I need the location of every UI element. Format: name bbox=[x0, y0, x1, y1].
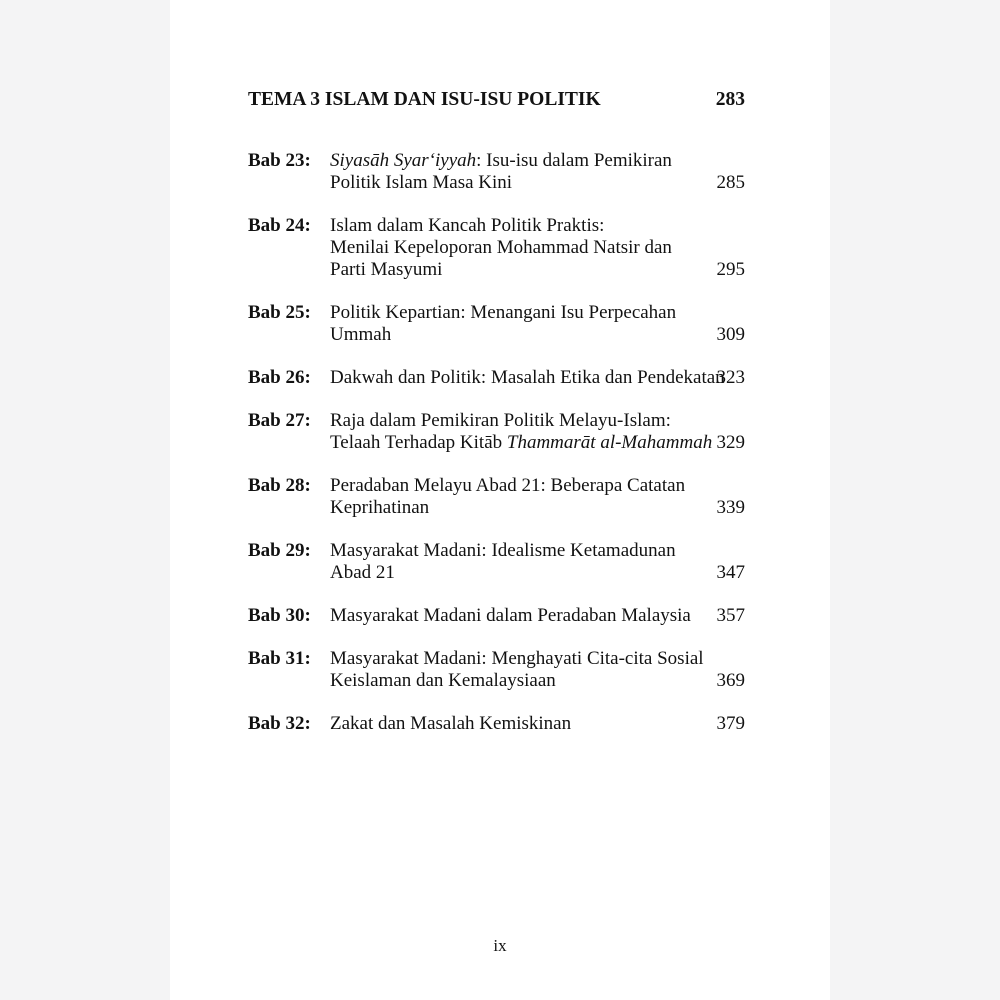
chapter-label: Bab 23: bbox=[248, 150, 311, 171]
folio-page-number: ix bbox=[493, 936, 507, 955]
chapter-label: Bab 31: bbox=[248, 648, 311, 669]
chapter-label: Bab 30: bbox=[248, 605, 311, 626]
toc-entry bbox=[248, 648, 745, 692]
chapter-title: Raja dalam Pemikiran Politik Melayu-Islam: Telaah Terhadap Kitāb Thammarāt al-Mahammah bbox=[330, 410, 713, 453]
chapter-label: Bab 25: bbox=[248, 302, 311, 323]
chapter-title: Politik Kepartian: Menangani Isu Perpecahan Ummah bbox=[330, 302, 677, 345]
toc-entry bbox=[248, 713, 745, 735]
toc-section-heading bbox=[248, 88, 745, 112]
toc-entry bbox=[248, 215, 745, 281]
toc-entries bbox=[248, 150, 745, 735]
chapter-title: Siyasāh Syar‘iyyah: Isu-isu dalam Pemikiran Politik Islam Masa Kini bbox=[330, 150, 672, 193]
toc-entry bbox=[248, 302, 745, 346]
chapter-label: Bab 27: bbox=[248, 410, 311, 431]
toc-content bbox=[248, 88, 745, 756]
chapter-page-number: 369 bbox=[716, 670, 745, 691]
book-page bbox=[170, 0, 830, 1000]
chapter-page-number: 379 bbox=[716, 713, 745, 734]
toc-entry bbox=[248, 540, 745, 584]
chapter-page-number: 285 bbox=[716, 172, 745, 193]
chapter-page-number: 329 bbox=[716, 432, 745, 453]
chapter-page-number: 357 bbox=[716, 605, 745, 626]
chapter-page-number: 309 bbox=[716, 324, 745, 345]
chapter-title: Masyarakat Madani: Menghayati Cita-cita Sosial Keislaman dan Kemalaysiaan bbox=[330, 648, 704, 691]
chapter-label: Bab 32: bbox=[248, 713, 311, 734]
chapter-page-number: 339 bbox=[716, 497, 745, 518]
chapter-title: Zakat dan Masalah Kemiskinan bbox=[330, 713, 572, 734]
chapter-title: Masyarakat Madani: Idealisme Ketamadunan Abad 21 bbox=[330, 540, 676, 583]
chapter-title: Dakwah dan Politik: Masalah Etika dan Pendekatan bbox=[330, 367, 725, 388]
chapter-page-number: 347 bbox=[716, 562, 745, 583]
toc-entry bbox=[248, 410, 745, 454]
chapter-label: Bab 28: bbox=[248, 475, 311, 496]
toc-entry bbox=[248, 605, 745, 627]
chapter-title: Islam dalam Kancah Politik Praktis: Menilai Kepeloporan Mohammad Natsir dan Parti Masyumi bbox=[330, 215, 672, 280]
chapter-title: Masyarakat Madani dalam Peradaban Malaysia bbox=[330, 605, 691, 626]
chapter-page-number: 295 bbox=[716, 259, 745, 280]
chapter-label: Bab 29: bbox=[248, 540, 311, 561]
toc-entry bbox=[248, 367, 745, 389]
section-page-number: 283 bbox=[715, 89, 745, 110]
chapter-page-number: 323 bbox=[716, 367, 745, 388]
chapter-title: Peradaban Melayu Abad 21: Beberapa Catatan Keprihatinan bbox=[330, 475, 686, 518]
chapter-label: Bab 26: bbox=[248, 367, 311, 388]
chapter-label: Bab 24: bbox=[248, 215, 311, 236]
section-title: TEMA 3 ISLAM DAN ISU-ISU POLITIK bbox=[248, 89, 601, 110]
toc-entry bbox=[248, 475, 745, 519]
toc-entry bbox=[248, 150, 745, 194]
